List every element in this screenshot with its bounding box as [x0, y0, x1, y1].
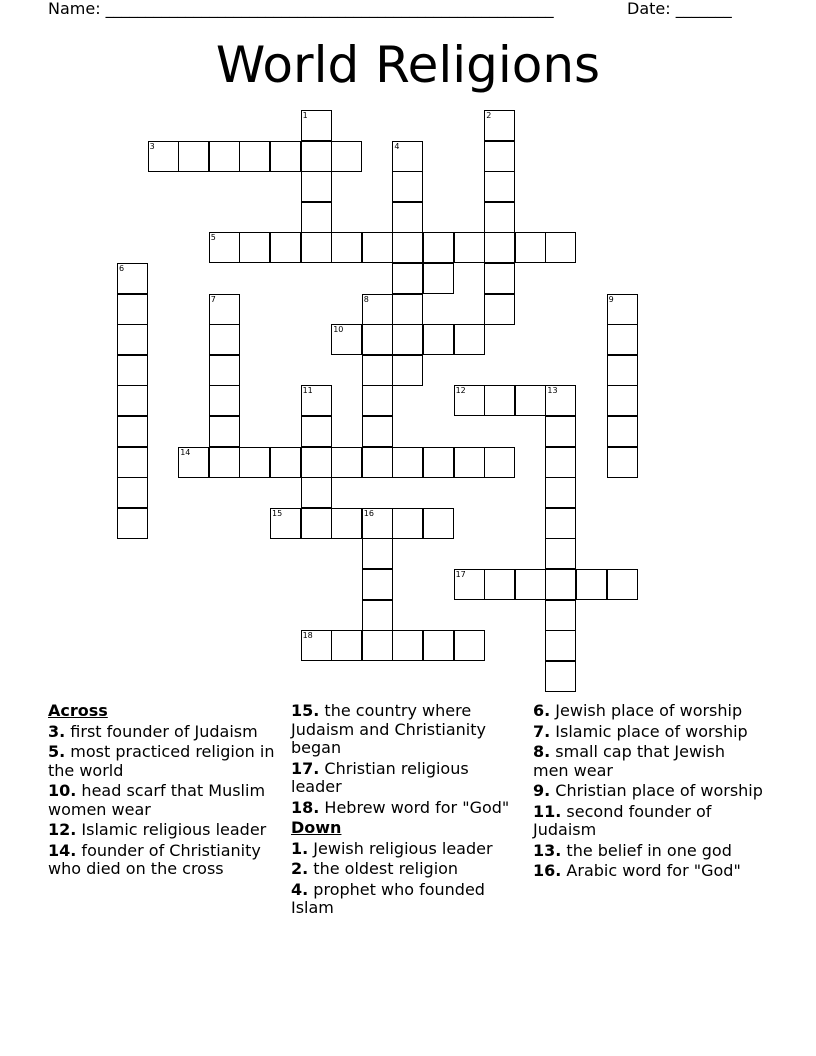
- grid-cell[interactable]: [545, 569, 576, 600]
- grid-cell[interactable]: [454, 630, 485, 661]
- grid-cell[interactable]: [607, 294, 638, 325]
- grid-cell[interactable]: [545, 477, 576, 508]
- grid-cell[interactable]: [117, 385, 148, 416]
- clue-number: 8: [363, 294, 369, 304]
- date-field-label: Date: _______: [627, 0, 732, 18]
- grid-cell[interactable]: [331, 324, 362, 355]
- grid-cell[interactable]: [545, 600, 576, 631]
- grid-cell[interactable]: [392, 324, 423, 355]
- grid-cell[interactable]: [484, 110, 515, 141]
- grid-cell[interactable]: [117, 447, 148, 478]
- grid-cell[interactable]: [484, 202, 515, 233]
- grid-cell[interactable]: [117, 416, 148, 447]
- grid-cell[interactable]: [362, 416, 393, 447]
- grid-cell[interactable]: [607, 447, 638, 478]
- clue-item: 15. the country where Judaism and Christianity began: [291, 701, 486, 757]
- grid-cell[interactable]: [454, 569, 485, 600]
- clue-number: 15: [272, 508, 283, 518]
- down-heading: Down: [291, 818, 342, 837]
- grid-cell[interactable]: [209, 385, 240, 416]
- clue-number: 11: [302, 386, 313, 396]
- clue-number: 1: [302, 111, 308, 120]
- clue-item: 7. Islamic place of worship: [533, 721, 748, 741]
- grid-cell[interactable]: [454, 447, 485, 478]
- grid-cell[interactable]: [607, 355, 638, 386]
- clue-number: 18: [302, 631, 313, 641]
- grid-cell[interactable]: [545, 538, 576, 569]
- grid-cell[interactable]: [362, 324, 393, 355]
- grid-cell[interactable]: [331, 232, 362, 263]
- grid-cell[interactable]: [362, 600, 393, 631]
- clue-number: 10: [333, 325, 344, 335]
- across-heading: Across: [48, 701, 108, 720]
- grid-cell[interactable]: [423, 447, 454, 478]
- clue-number: 12: [455, 386, 466, 396]
- grid-cell[interactable]: [331, 630, 362, 661]
- grid-cell[interactable]: [117, 294, 148, 325]
- grid-cell[interactable]: [209, 447, 240, 478]
- grid-cell[interactable]: [239, 447, 270, 478]
- grid-cell[interactable]: [392, 447, 423, 478]
- grid-cell[interactable]: [392, 508, 423, 539]
- clue-item: 6. Jewish place of worship: [533, 701, 743, 720]
- grid-cell[interactable]: [484, 232, 515, 263]
- grid-cell[interactable]: [301, 110, 332, 141]
- clue-item: 13. the belief in one god: [533, 840, 732, 860]
- grid-cell[interactable]: [270, 141, 301, 172]
- grid-cell[interactable]: [423, 630, 454, 661]
- grid-cell[interactable]: [209, 324, 240, 355]
- grid-cell[interactable]: [301, 202, 332, 233]
- grid-cell[interactable]: [484, 385, 515, 416]
- grid-cell[interactable]: [362, 569, 393, 600]
- grid-cell[interactable]: [209, 141, 240, 172]
- grid-cell[interactable]: [454, 385, 485, 416]
- grid-cell[interactable]: [301, 232, 332, 263]
- clues-column-3: [533, 702, 763, 883]
- grid-cell[interactable]: [362, 232, 393, 263]
- grid-cell[interactable]: [209, 232, 240, 263]
- clue-item: 17. Christian religious leader: [291, 758, 469, 796]
- grid-cell[interactable]: [484, 263, 515, 294]
- grid-cell[interactable]: [301, 416, 332, 447]
- grid-cell[interactable]: [301, 477, 332, 508]
- clue-item: 12. Islamic religious leader: [48, 820, 267, 839]
- grid-cell[interactable]: [117, 355, 148, 386]
- grid-cell[interactable]: [331, 141, 362, 172]
- clue-item: 4. prophet who founded Islam: [291, 879, 485, 917]
- grid-cell[interactable]: [392, 294, 423, 325]
- grid-cell[interactable]: [331, 447, 362, 478]
- grid-cell[interactable]: [545, 232, 576, 263]
- grid-cell[interactable]: [454, 232, 485, 263]
- grid-cell[interactable]: [607, 416, 638, 447]
- grid-cell[interactable]: [301, 171, 332, 202]
- page-title: World Religions: [215, 36, 601, 94]
- clue-item: 5. most practiced religion in the world: [48, 742, 275, 780]
- clue-number: 17: [455, 570, 466, 579]
- clue-number: 6: [119, 264, 125, 273]
- grid-cell[interactable]: [362, 447, 393, 478]
- grid-cell[interactable]: [239, 232, 270, 263]
- grid-cell[interactable]: [301, 508, 332, 539]
- clue-item: 11. second founder of Judaism: [533, 801, 712, 839]
- grid-cell[interactable]: [607, 569, 638, 600]
- grid-cell[interactable]: [362, 294, 393, 325]
- grid-cell[interactable]: [423, 232, 454, 263]
- clue-item: 9. Christian place of worship: [533, 781, 763, 800]
- clue-number: 13: [547, 386, 558, 396]
- clue-number: 9: [608, 294, 614, 304]
- clue-item: 16. Arabic word for "God": [533, 861, 741, 880]
- grid-cell[interactable]: [270, 508, 301, 539]
- grid-cell[interactable]: [178, 141, 209, 172]
- clues-column-2: [291, 702, 516, 920]
- grid-cell[interactable]: [423, 263, 454, 294]
- grid-cell[interactable]: [545, 447, 576, 478]
- grid-cell[interactable]: [362, 355, 393, 386]
- grid-cell[interactable]: [607, 324, 638, 355]
- grid-cell[interactable]: [301, 141, 332, 172]
- clue-item: 18. Hebrew word for "God": [291, 797, 510, 817]
- clue-number: 5: [210, 233, 216, 243]
- grid-cell[interactable]: [117, 263, 148, 294]
- grid-cell[interactable]: [545, 661, 576, 692]
- clue-number: 4: [394, 141, 400, 151]
- grid-cell[interactable]: [301, 630, 332, 661]
- clue-item: 2. the oldest religion: [291, 859, 459, 878]
- grid-cell[interactable]: [607, 385, 638, 416]
- grid-cell[interactable]: [362, 385, 393, 416]
- grid-cell[interactable]: [331, 508, 362, 539]
- name-field-label: Name: ________________________________________________________: [48, 0, 554, 18]
- grid-cell[interactable]: [515, 385, 546, 416]
- grid-cell[interactable]: [209, 355, 240, 386]
- clue-item: 10. head scarf that Muslim women wear: [48, 781, 266, 819]
- grid-cell[interactable]: [209, 416, 240, 447]
- grid-cell[interactable]: [270, 232, 301, 263]
- grid-cell[interactable]: [484, 569, 515, 600]
- grid-cell[interactable]: [117, 477, 148, 508]
- grid-cell[interactable]: [362, 630, 393, 661]
- clues-column-1: [48, 702, 278, 881]
- grid-cell[interactable]: [423, 508, 454, 539]
- grid-cell[interactable]: [454, 324, 485, 355]
- grid-cell[interactable]: [484, 447, 515, 478]
- clue-number: 14: [180, 447, 191, 457]
- grid-cell[interactable]: [270, 447, 301, 478]
- grid-cell[interactable]: [117, 508, 148, 539]
- clue-item: 14. founder of Christianity who died on the cross: [48, 840, 261, 878]
- clue-item: 3. first founder of Judaism: [48, 721, 258, 741]
- grid-cell[interactable]: [515, 569, 546, 600]
- grid-cell[interactable]: [484, 294, 515, 325]
- grid-cell[interactable]: [545, 630, 576, 661]
- clue-item: 8. small cap that Jewish men wear: [533, 742, 725, 780]
- clue-number: 3: [149, 141, 155, 151]
- grid-cell[interactable]: [239, 141, 270, 172]
- grid-cell[interactable]: [362, 538, 393, 569]
- clue-item: 1. Jewish religious leader: [291, 838, 493, 858]
- grid-cell[interactable]: [117, 324, 148, 355]
- grid-cell[interactable]: [148, 141, 179, 172]
- clue-number: 7: [210, 294, 216, 304]
- grid-cell[interactable]: [392, 355, 423, 386]
- clue-number: 2: [486, 111, 492, 120]
- grid-cell[interactable]: [545, 508, 576, 539]
- grid-cell[interactable]: [209, 294, 240, 325]
- grid-cell[interactable]: [392, 232, 423, 263]
- grid-cell[interactable]: [392, 171, 423, 202]
- grid-cell[interactable]: [576, 569, 607, 600]
- grid-cell[interactable]: [392, 630, 423, 661]
- clue-number: 16: [363, 508, 374, 518]
- grid-cell[interactable]: [301, 385, 332, 416]
- grid-cell[interactable]: [392, 263, 423, 294]
- grid-cell[interactable]: [301, 447, 332, 478]
- grid-cell[interactable]: [392, 202, 423, 233]
- grid-cell[interactable]: [178, 447, 209, 478]
- grid-cell[interactable]: [515, 232, 546, 263]
- grid-cell[interactable]: [484, 171, 515, 202]
- grid-cell[interactable]: [545, 385, 576, 416]
- grid-cell[interactable]: [392, 141, 423, 172]
- grid-cell[interactable]: [484, 141, 515, 172]
- grid-cell[interactable]: [362, 508, 393, 539]
- grid-cell[interactable]: [423, 324, 454, 355]
- grid-cell[interactable]: [545, 416, 576, 447]
